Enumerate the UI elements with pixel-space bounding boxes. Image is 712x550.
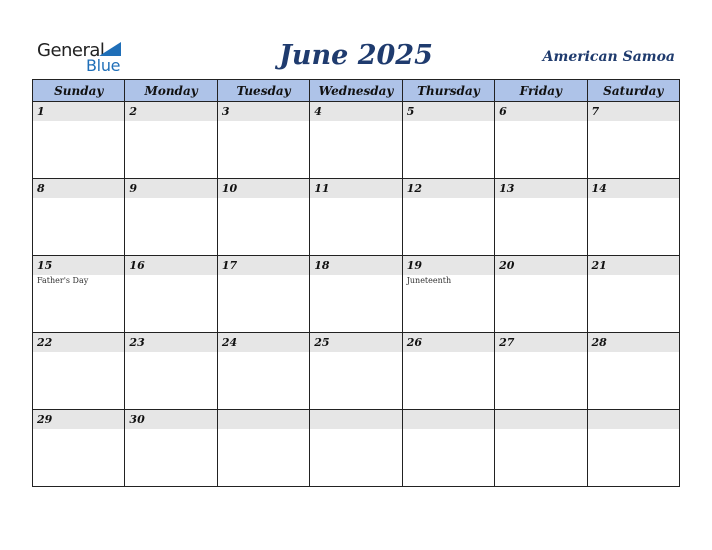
weekday-header: Thursday: [402, 80, 494, 102]
weekday-header: Saturday: [587, 80, 679, 102]
empty-day-cell: [310, 410, 402, 487]
day-number: 12: [406, 182, 422, 195]
day-cell: [587, 256, 679, 333]
day-cell: [125, 102, 217, 179]
day-header-bar: [125, 102, 216, 121]
day-number: 20: [499, 259, 515, 272]
day-cell: [310, 333, 402, 410]
weekday-header-row: [33, 80, 680, 102]
empty-day-cell: [587, 410, 679, 487]
calendar-grid: [32, 79, 680, 487]
day-cell: [217, 333, 309, 410]
day-header-bar: [33, 179, 124, 198]
day-cell: [33, 410, 125, 487]
day-header-bar: [588, 102, 679, 121]
day-cell: [310, 102, 402, 179]
day-number: 29: [37, 413, 53, 426]
day-header-bar: [310, 410, 401, 429]
week-row: [33, 102, 680, 179]
day-number: 3: [221, 105, 230, 118]
day-cell: [495, 102, 587, 179]
day-cell: [402, 333, 494, 410]
day-number: 23: [129, 336, 145, 349]
day-cell: [587, 179, 679, 256]
day-number: 25: [314, 336, 330, 349]
day-number: 2: [129, 105, 138, 118]
day-number: 26: [406, 336, 422, 349]
empty-day-cell: [402, 410, 494, 487]
day-number: 13: [499, 182, 515, 195]
day-number: 17: [221, 259, 238, 272]
weekday-header: Sunday: [33, 80, 125, 102]
day-number: 30: [129, 413, 145, 426]
day-number: 14: [591, 182, 607, 195]
day-number: 21: [591, 259, 607, 272]
day-cell: [125, 410, 217, 487]
day-cell: [402, 179, 494, 256]
day-cell: [125, 179, 217, 256]
day-number: 5: [406, 105, 415, 118]
holiday-label: Father's Day: [37, 276, 89, 285]
day-number: 27: [499, 336, 515, 349]
day-cell: [125, 333, 217, 410]
day-header-bar: [33, 102, 124, 121]
day-header-bar: [218, 410, 309, 429]
day-number: 9: [129, 182, 138, 195]
empty-day-cell: [495, 410, 587, 487]
region-label: American Samoa: [542, 49, 675, 65]
day-cell: [495, 179, 587, 256]
day-cell: [495, 256, 587, 333]
day-number: 1: [37, 105, 45, 118]
day-number: 8: [37, 182, 45, 195]
day-cell: [217, 256, 309, 333]
holiday-label: Juneteenth: [406, 276, 452, 285]
day-cell: [587, 333, 679, 410]
logo-blue-text: Blue: [86, 56, 121, 75]
day-header-bar: [588, 410, 679, 429]
day-header-bar: [495, 410, 586, 429]
day-header-bar: [218, 102, 309, 121]
weekday-header: Monday: [125, 80, 217, 102]
day-number: 16: [129, 259, 145, 272]
day-header-bar: [310, 102, 401, 121]
day-cell: [33, 256, 125, 333]
week-row: [33, 179, 680, 256]
day-number: 11: [314, 182, 330, 195]
week-row: [33, 333, 680, 410]
day-cell: [33, 102, 125, 179]
day-cell: [217, 179, 309, 256]
week-row: [33, 410, 680, 487]
day-number: 19: [406, 259, 422, 272]
empty-day-cell: [217, 410, 309, 487]
day-number: 22: [37, 336, 53, 349]
day-cell: [217, 102, 309, 179]
day-number: 28: [591, 336, 607, 349]
day-cell: [33, 179, 125, 256]
day-number: 7: [591, 105, 600, 118]
day-number: 15: [37, 259, 53, 272]
day-header-bar: [403, 410, 494, 429]
weekday-header: Wednesday: [310, 80, 402, 102]
day-number: 10: [221, 182, 238, 195]
day-number: 4: [314, 105, 322, 118]
day-cell: [310, 179, 402, 256]
day-cell: [495, 333, 587, 410]
day-cell: [310, 256, 402, 333]
day-number: 18: [314, 259, 330, 272]
calendar-title: June 2025: [279, 40, 433, 71]
day-header-bar: [125, 179, 216, 198]
day-cell: [125, 256, 217, 333]
day-cell: [33, 333, 125, 410]
logo-general-text: General: [37, 40, 105, 61]
week-row: [33, 256, 680, 333]
day-header-bar: [403, 102, 494, 121]
weekday-header: Friday: [495, 80, 587, 102]
day-header-bar: [495, 102, 586, 121]
day-number: 6: [499, 105, 507, 118]
day-number: 24: [221, 336, 238, 349]
day-cell: [402, 256, 494, 333]
day-cell: [587, 102, 679, 179]
weekday-header: Tuesday: [217, 80, 309, 102]
day-cell: [402, 102, 494, 179]
